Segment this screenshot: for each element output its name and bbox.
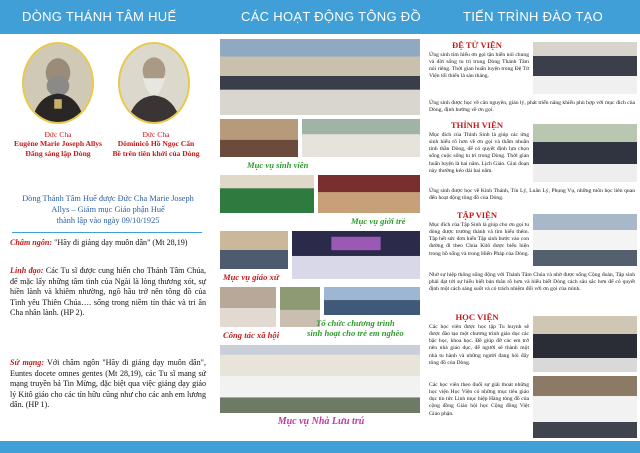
- photo-student-ministry-b: [301, 118, 421, 158]
- photo-youth-ministry-b: [317, 174, 421, 214]
- spirituality-paragraph: Linh đạo: Các Tu sĩ được cung hiến cho Thánh Tâm Chúa, để mặc lấy những tâm tình của Ngài là lòng thương xót, sự hiền lành và khiêm nhường, ngõ hầu trở nên tông đồ của Tình yêu Thiên Chúa…. sống trong niềm tín thác và tri ân Cha nhân lành. (HP 2).: [10, 266, 206, 318]
- mission-paragraph: Sứ mạng: Với châm ngôn "Hãy đi giảng dạy muôn dân", Euntes docete omnes gentes (Mt 28,19), các Tu sĩ mang sứ mạng truyền bá Tin Mừng, đặc biệt qua việc giảng dạy giáo lý Kitô giáo cho các tín hữu cũng như cho các anh em lương dân. (HP 1).: [10, 358, 206, 410]
- heading-aspirancy: ĐỆ TỬ VIỆN: [452, 40, 502, 50]
- motto-paragraph: Châm ngôn: "Hãy đi giảng dạy muôn dân" (Mt 28,19): [10, 238, 188, 247]
- founder-portrait-can: [118, 42, 190, 124]
- photo-aspirancy: [533, 42, 637, 94]
- photo-scholasticate-b: [533, 376, 637, 438]
- label-hostel-ministry: Mục vụ Nhà Lưu trú: [277, 416, 365, 427]
- left-column: [0, 34, 213, 441]
- founder-caption-can: Đức Cha Dôminicô Hồ Ngọc Cẩn Bề trên tiên khởi của Dòng: [112, 130, 200, 158]
- label-parish-ministry: Mục vụ giáo xứ: [223, 272, 279, 282]
- text-scholasticate: Các học viên được học tập Tu huynh sẽ được đào tạo một chương trình giáo dục các bậc học, khoa học. Đề giúp đỡ các em trở nên nhà giáo dục, để người sẽ thành một nhà tu hành và những người đang hỏi đây tông đồ của Dòng.: [429, 324, 529, 366]
- heading-novitiate: TẬP VIỆN: [456, 210, 498, 220]
- heading-postulancy: THỈNH VIỆN: [450, 120, 504, 130]
- photo-parish-ministry-a: [219, 230, 289, 270]
- photo-student-ministry-a: [219, 118, 299, 158]
- photo-parish-ministry-b: [291, 230, 421, 280]
- label-children-program: Tổ chức chương trình sinh hoạt cho trẻ em nghèo: [307, 318, 404, 338]
- text-postulancy: Mục đích của Thỉnh Sinh là giúp các ứng sinh hiểu rõ hơn về ơn gọi và thẩm nhuần tinh thần Dòng, để có quyết định lựa chọn sống cuộc sống tu trì trong Dòng. Thời gian huấn luyện là hai năm. Lịch Giáo. Giai đoạn này thường kéo dài hai năm.: [429, 132, 529, 174]
- middle-column-title: CÁC HOẠT ĐỘNG TÔNG ĐỒ: [241, 9, 421, 24]
- middle-column: [213, 34, 427, 441]
- label-student-ministry: Mục vụ sinh viên: [247, 160, 309, 170]
- text-aspirancy: Ứng sinh tìm hiểu ơn gọi tận hiến nói chung và đời sống tu trì trong Dòng Thánh Tâm nói riêng. Thời gian huấn luyện trong Đệ Tử Viện tối thiểu là sáu tháng.: [429, 52, 529, 80]
- photo-novitiate: [533, 214, 637, 266]
- photo-social-work-a: [219, 286, 277, 328]
- photo-scholasticate-a: [533, 316, 637, 372]
- note-aspirancy: Ứng sinh được học về căn nguyên, giáo lý, phát triển năng khiếu phù hợp với mục đích của Dòng, định hướng về ơn gọi.: [429, 100, 635, 114]
- left-column-title: DÒNG THÁNH TÂM HUẾ: [22, 9, 177, 24]
- note-scholasticate: Các học viên theo đuổi sự giải thoát những học viện Học Viện có những mục tiêu giáo dục tin tức Linh mục hiệp Hàng tông đồ của cộng đồng Giáo hội học Cộng đồng Việt Giáo phận.: [429, 382, 529, 417]
- founding-intro: Dòng Thánh Tâm Huế được Đức Cha Marie Joseph Allys – Giám mục Giáo phận Huế thành lập vào ngày 09/10/1925: [22, 194, 194, 225]
- photo-children-program: [323, 286, 421, 316]
- photo-postulancy: [533, 124, 637, 182]
- note-postulancy: Ứng sinh được học về Kinh Thánh, Tín Lý, Luân Lý, Phụng Vụ, những môn học liên quan đến hoạt động tông đồ của Dòng.: [429, 188, 635, 202]
- photo-hostel-group: [219, 344, 421, 414]
- label-youth-ministry: Mục vụ giới trẻ: [351, 216, 406, 226]
- heading-scholasticate: HỌC VIỆN: [455, 312, 499, 322]
- founder-portrait-allys: [22, 42, 94, 124]
- divider: [12, 232, 202, 233]
- right-column: [427, 34, 640, 441]
- photo-youth-ministry-a: [219, 174, 315, 214]
- founder-caption-allys: Đức Cha Eugène Marie Joseph Allys Đấng sáng lập Dòng: [14, 130, 102, 158]
- text-novitiate: Mục đích của Tập Sinh là giúp cho ơn gọi tu dòng được trưởng thành và tìm hiểu thêm. Tập hết sức đơn hiến Tập sinh bước vào con đường đi theo Chúa Kitô được biểu hiện trong hồ sống và trong Hiến Pháp của Dòng.: [429, 222, 529, 257]
- note-novitiate: Nhờ sự hiệp thông sống động với Thánh Tâm Chúa và nhờ được sống Cộng đoàn, Tập sinh phải đạt tới sự hiểu biết bản thân rõ hơn và hiểu biết Dòng cách sâu sắc hơn để có quyết định một cách sáng suốt và có trách nhiệm đối với ơn gọi của mình.: [429, 272, 635, 293]
- footer-bar: [0, 441, 640, 453]
- label-social-work: Công tác xã hội: [223, 330, 280, 340]
- group-photo-large: [219, 38, 421, 116]
- right-column-title: TIẾN TRÌNH ĐÀO TẠO: [463, 9, 603, 24]
